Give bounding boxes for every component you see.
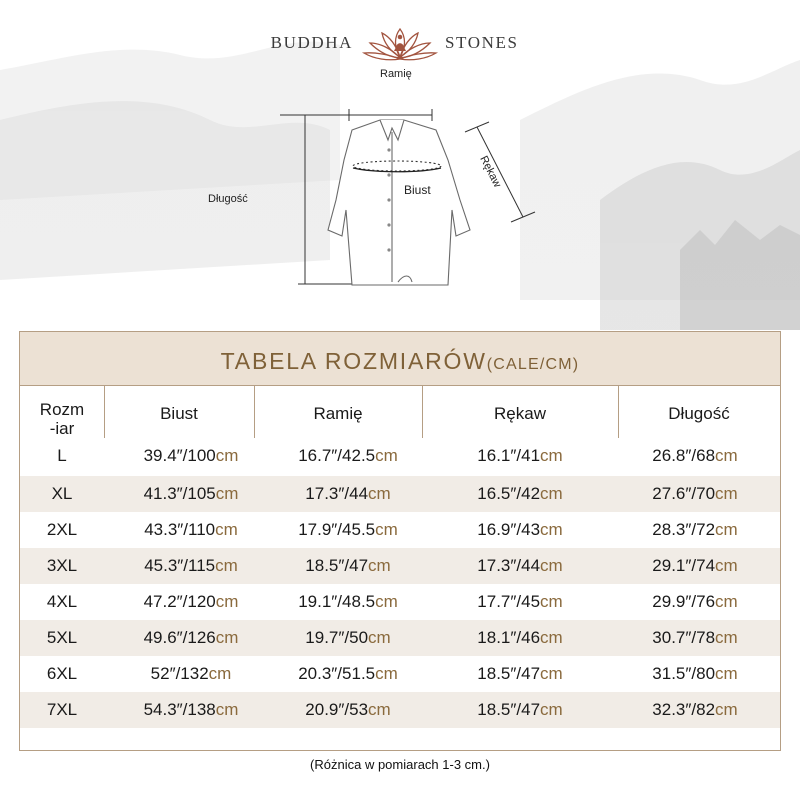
- cell-value: 49.6″/126: [143, 628, 216, 647]
- cell-value: 18.5″/47: [477, 664, 541, 683]
- cell-unit: cm: [208, 664, 232, 683]
- cell-value: 20.9″/53: [305, 700, 369, 719]
- cell-value: 3XL: [46, 556, 78, 575]
- table-cell-sleeve: [422, 620, 618, 656]
- cell-unit: cm: [375, 664, 398, 683]
- cell-unit: cm: [215, 446, 239, 465]
- cell-value: XL: [51, 484, 73, 503]
- cell-value: 52″/132: [150, 664, 209, 683]
- bust-label: Biust: [404, 183, 431, 197]
- header-size-line1: Rozm: [39, 400, 85, 419]
- cell-unit: cm: [540, 556, 563, 575]
- cell-value: 29.1″/74: [652, 556, 716, 575]
- cell-unit: cm: [215, 592, 239, 611]
- table-cell-length: [614, 692, 776, 728]
- cell-value: 18.1″/46: [477, 628, 541, 647]
- cell-value: 29.9″/76: [652, 592, 716, 611]
- table-cell-bust: [116, 548, 266, 584]
- brand-name-right: STONES: [445, 33, 519, 52]
- size-chart-title-text: TABELA ROZMIARÓW: [220, 348, 487, 374]
- size-chart-title: [20, 332, 780, 386]
- cell-value: 19.1″/48.5: [298, 592, 376, 611]
- table-cell-shoulder: [264, 438, 432, 474]
- cell-unit: cm: [715, 446, 738, 465]
- cell-value: 39.4″/100: [143, 446, 216, 465]
- cell-unit: cm: [715, 664, 738, 683]
- cell-value: 27.6″/70: [652, 484, 716, 503]
- cell-value: 41.3″/105: [143, 484, 216, 503]
- table-cell-length: [614, 656, 776, 692]
- table-row: [20, 512, 780, 548]
- cell-unit: cm: [215, 556, 238, 575]
- table-cell-bust: [116, 512, 266, 548]
- cell-value: 18.5″/47: [477, 700, 541, 719]
- cell-unit: cm: [715, 556, 738, 575]
- cell-value: 17.9″/45.5: [298, 520, 376, 539]
- brand-name-left: BUDDHA: [270, 33, 353, 52]
- cell-value: 26.8″/68: [652, 446, 716, 465]
- cell-value: 16.7″/42.5: [298, 446, 376, 465]
- cell-value: 19.7″/50: [305, 628, 369, 647]
- header-size-line2: -iar: [49, 419, 75, 438]
- shirt-illustration: [0, 60, 800, 300]
- table-cell-size: [20, 584, 104, 620]
- table-cell-shoulder: [264, 620, 432, 656]
- cell-value: 17.3″/44: [305, 484, 369, 503]
- cell-value: 6XL: [46, 664, 78, 683]
- table-cell-length: [614, 548, 776, 584]
- cell-unit: cm: [368, 556, 391, 575]
- size-chart-grid: [20, 386, 780, 750]
- measurement-tolerance-note: (Różnica w pomiarach 1-3 cm.): [310, 757, 490, 772]
- cell-unit: cm: [540, 484, 563, 503]
- header-bust: Biust: [160, 404, 198, 423]
- cell-unit: cm: [375, 520, 398, 539]
- cell-unit: cm: [368, 700, 391, 719]
- table-cell-sleeve: [422, 584, 618, 620]
- table-cell-size: [20, 512, 104, 548]
- table-cell-shoulder: [264, 656, 432, 692]
- table-cell-shoulder: [264, 692, 432, 728]
- table-cell-bust: [116, 438, 266, 474]
- cell-value: 17.7″/45: [477, 592, 541, 611]
- cell-unit: cm: [215, 628, 239, 647]
- column-divider: [254, 386, 255, 440]
- length-label: Długość: [208, 193, 248, 205]
- cell-value: 20.3″/51.5: [298, 664, 376, 683]
- table-cell-sleeve: [422, 476, 618, 512]
- table-cell-shoulder: [264, 584, 432, 620]
- cell-value: 18.5″/47: [305, 556, 369, 575]
- cell-value: 4XL: [46, 592, 78, 611]
- cell-value: 7XL: [46, 700, 78, 719]
- measurement-diagram: [0, 60, 800, 300]
- cell-value: 5XL: [46, 628, 78, 647]
- cell-value: 30.7″/78: [652, 628, 716, 647]
- table-row: [20, 620, 780, 656]
- table-cell-size: [20, 620, 104, 656]
- cell-unit: cm: [715, 628, 738, 647]
- brand-header: [0, 27, 800, 59]
- cell-value: 45.3″/115: [144, 556, 216, 575]
- table-cell-size: [20, 692, 104, 728]
- column-divider: [618, 386, 619, 440]
- cell-unit: cm: [215, 700, 239, 719]
- cell-value: 31.5″/80: [652, 664, 716, 683]
- table-cell-sleeve: [422, 512, 618, 548]
- table-cell-size: [20, 656, 104, 692]
- header-sleeve: Rękaw: [494, 404, 546, 423]
- sleeve-label: Rękaw: [477, 154, 504, 190]
- table-cell-shoulder: [264, 512, 432, 548]
- table-cell-size: [20, 438, 104, 474]
- lotus-meditation-logo-icon: [360, 25, 440, 65]
- cell-unit: cm: [540, 628, 563, 647]
- cell-unit: cm: [215, 484, 239, 503]
- table-row: [20, 438, 780, 474]
- cell-value: 2XL: [46, 520, 78, 539]
- table-cell-length: [614, 584, 776, 620]
- cell-value: 54.3″/138: [143, 700, 216, 719]
- cell-unit: cm: [540, 446, 563, 465]
- cell-value: 16.9″/43: [477, 520, 541, 539]
- cell-unit: cm: [368, 484, 391, 503]
- size-chart-table: [19, 331, 781, 751]
- cell-unit: cm: [715, 592, 738, 611]
- table-cell-shoulder: [264, 476, 432, 512]
- table-row: [20, 692, 780, 728]
- cell-value: 47.2″/120: [143, 592, 216, 611]
- table-cell-length: [614, 512, 776, 548]
- cell-value: 16.5″/42: [477, 484, 541, 503]
- table-cell-sleeve: [422, 656, 618, 692]
- cell-value: 17.3″/44: [477, 556, 541, 575]
- column-divider: [104, 386, 105, 440]
- cell-unit: cm: [715, 520, 738, 539]
- column-divider: [422, 386, 423, 440]
- cell-unit: cm: [375, 446, 398, 465]
- table-cell-bust: [116, 476, 266, 512]
- cell-unit: cm: [715, 484, 738, 503]
- table-cell-bust: [116, 584, 266, 620]
- cell-value: 16.1″/41: [477, 446, 541, 465]
- cell-value: 32.3″/82: [652, 700, 716, 719]
- table-row: [20, 656, 780, 692]
- table-cell-size: [20, 476, 104, 512]
- table-row: [20, 476, 780, 512]
- table-cell-length: [614, 438, 776, 474]
- cell-unit: cm: [375, 592, 398, 611]
- table-cell-length: [614, 620, 776, 656]
- cell-value: L: [57, 446, 67, 465]
- cell-value: 43.3″/110: [144, 520, 216, 539]
- cell-unit: cm: [540, 592, 563, 611]
- table-cell-sleeve: [422, 692, 618, 728]
- table-cell-sleeve: [422, 548, 618, 584]
- table-cell-bust: [116, 620, 266, 656]
- size-chart-title-units: (CALE/CM): [486, 356, 580, 373]
- table-cell-length: [614, 476, 776, 512]
- cell-unit: cm: [540, 520, 563, 539]
- header-shoulder: Ramię: [313, 404, 363, 423]
- cell-unit: cm: [368, 628, 391, 647]
- cell-unit: cm: [215, 520, 238, 539]
- table-cell-bust: [116, 692, 266, 728]
- table-row: [20, 548, 780, 584]
- cell-unit: cm: [715, 700, 738, 719]
- table-cell-size: [20, 548, 104, 584]
- table-cell-bust: [116, 656, 266, 692]
- cell-unit: cm: [540, 700, 563, 719]
- header-length: Długość: [668, 404, 730, 423]
- table-cell-shoulder: [264, 548, 432, 584]
- header-size: [20, 386, 104, 440]
- shoulder-label: Ramię: [380, 68, 412, 80]
- cell-unit: cm: [540, 664, 563, 683]
- table-row: [20, 584, 780, 620]
- table-cell-sleeve: [422, 438, 618, 474]
- cell-value: 28.3″/72: [652, 520, 716, 539]
